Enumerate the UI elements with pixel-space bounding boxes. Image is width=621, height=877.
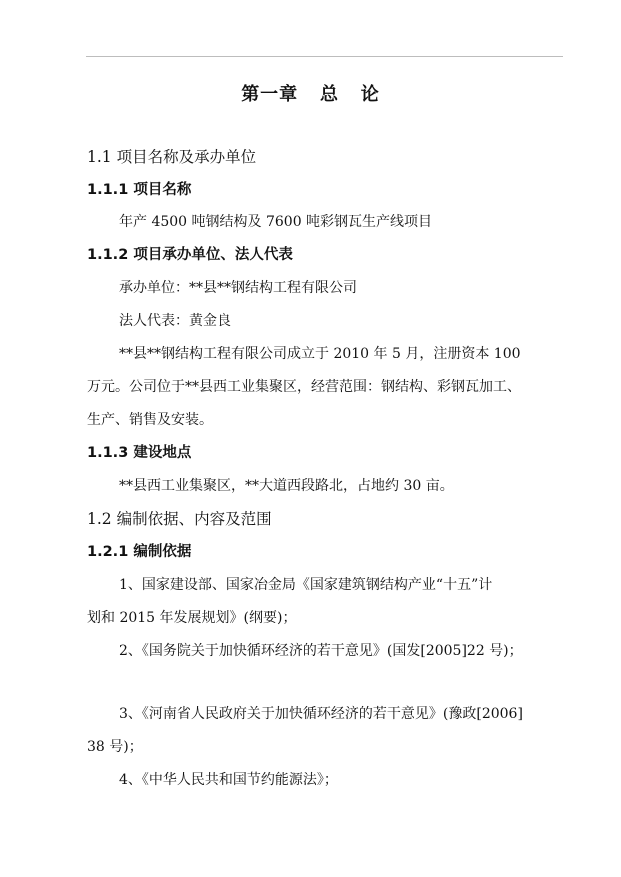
paragraph-line: 划和 2015 年发展规划》(纲要)； [87,610,297,626]
paragraph-line: **县**钢结构工程有限公司成立于 2010 年 5 月，注册资本 100 [119,346,521,362]
paragraph-line: 生产、销售及安装。 [87,412,213,428]
paragraph-line: 4、《中华人民共和国节约能源法》； [119,772,338,788]
paragraph-line: 3、《河南省人民政府关于加快循环经济的若干意见》(豫政[2006] [119,706,523,722]
chapter-title: 第一章 总 论 [241,84,380,105]
paragraph-line: 法人代表：黄金良 [119,313,231,329]
subsection-heading-1-1-2: 1.1.2 项目承办单位、法人代表 [87,247,293,263]
section-heading-1-2: 1.2 编制依据、内容及范围 [87,510,272,528]
paragraph-line: **县西工业集聚区，**大道西段路北，占地约 30 亩。 [119,478,454,494]
section-heading-1-1: 1.1 项目名称及承办单位 [87,148,257,166]
paragraph-line: 38 号)； [87,739,143,755]
paragraph-line: 2、《国务院关于加快循环经济的若干意见》(国发[2005]22 号)； [119,643,523,659]
subsection-heading-1-2-1: 1.2.1 编制依据 [87,544,192,560]
subsection-heading-1-1-3: 1.1.3 建设地点 [87,445,192,461]
paragraph-line: 年产 4500 吨钢结构及 7600 吨彩钢瓦生产线项目 [119,214,433,230]
subsection-heading-1-1-1: 1.1.1 项目名称 [87,182,192,198]
paragraph-line: 万元。公司位于**县西工业集聚区，经营范围：钢结构、彩钢瓦加工、 [87,379,521,395]
header-rule [86,56,563,57]
paragraph-line: 1、国家建设部、国家冶金局《国家建筑钢结构产业“十五”计 [119,577,493,593]
paragraph-line: 承办单位：**县**钢结构工程有限公司 [119,280,357,296]
